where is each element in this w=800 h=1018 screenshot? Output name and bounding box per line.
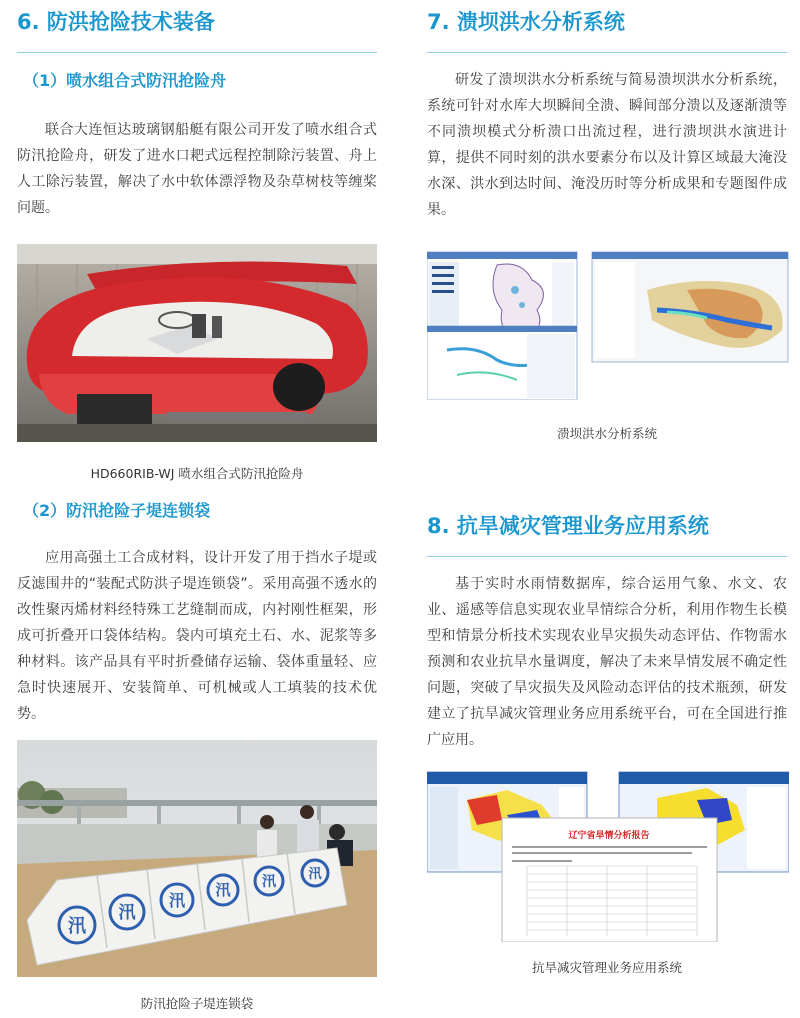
bag-mark-text: 汛	[262, 874, 276, 890]
bag-mark-text: 汛	[118, 903, 136, 923]
subsection-boat-title: （1）喷水组合式防汛抢险舟	[23, 71, 227, 90]
section-7-divider	[427, 52, 787, 53]
bag-mark-text: 汛	[68, 916, 86, 937]
dam-break-paragraph: 研发了溃坝洪水分析系统与简易溃坝洪水分析系统，系统可针对水库大坝瞬间全溃、瞬间部分溃以及逐渐溃等不同溃坝模式分析溃口出流过程，进行溃坝洪水演进计算，提供不同时刻的洪水要素分布以及计算区域最大淹没水深、洪水到达时间、淹没历时等分析成果和专题图件成果。	[427, 72, 787, 218]
section-7-title: 7. 溃坝洪水分析系统	[427, 10, 625, 34]
section-8-title: 8. 抗旱减灾管理业务应用系统	[427, 514, 709, 538]
section-6-title: 6. 防洪抢险技术装备	[17, 10, 215, 34]
boat-caption: HD660RIB-WJ 喷水组合式防汛抢险舟	[90, 466, 304, 481]
bag-mark-text: 汛	[168, 891, 186, 910]
section-8-divider	[427, 556, 787, 557]
bag-mark-text: 汛	[215, 881, 231, 899]
drought-screenshots	[427, 770, 789, 942]
boat-paragraph: 联合大连恒达玻璃钢船艇有限公司开发了喷水组合式防汛抢险舟，研发了进水口耙式远程控制除污装置、舟上人工除污装置，解决了水中软体漂浮物及杂草树枝等缠桨问题。	[17, 122, 377, 216]
dam-break-screenshots	[427, 250, 789, 400]
dam-break-caption: 溃坝洪水分析系统	[556, 426, 657, 441]
bag-caption: 防汛抢险子堤连锁袋	[140, 996, 254, 1011]
report-title: 辽宁省旱情分析报告	[568, 831, 650, 841]
bag-paragraph: 应用高强土工合成材料，设计开发了用于挡水子堤或反滤围井的“装配式防洪子堤连锁袋”。采用高强不透水的改性聚丙烯材料经特殊工艺缝制而成，内衬刚性框架，形成可折叠开口袋体结构。袋内可填充土石、水、泥浆等多种材料。该产品具有平时折叠储存运输、袋体重量轻、应急时快速展开、安装简单、可机械或人工填装的技术优势。	[17, 550, 377, 722]
bag-photo	[17, 740, 377, 977]
subsection-bag-title: （2）防汛抢险子堤连锁袋	[23, 501, 211, 520]
bag-mark-text: 汛	[308, 867, 322, 882]
section-6-divider	[17, 52, 377, 53]
drought-caption: 抗旱减灾管理业务应用系统	[531, 960, 682, 975]
boat-photo	[17, 244, 377, 442]
drought-paragraph: 基于实时水雨情数据库，综合运用气象、水文、农业、遥感等信息实现农业旱情综合分析，利用作物生长模型和情景分析技术实现农业旱灾损失动态评估、作物需水预测和农业抗旱水量调度，解决了未来旱情发展不确定性问题，突破了旱灾损失及风险动态评估的技术瓶颈，研发建立了抗旱减灾管理业务应用系统平台，可在全国进行推广应用。	[427, 576, 787, 748]
